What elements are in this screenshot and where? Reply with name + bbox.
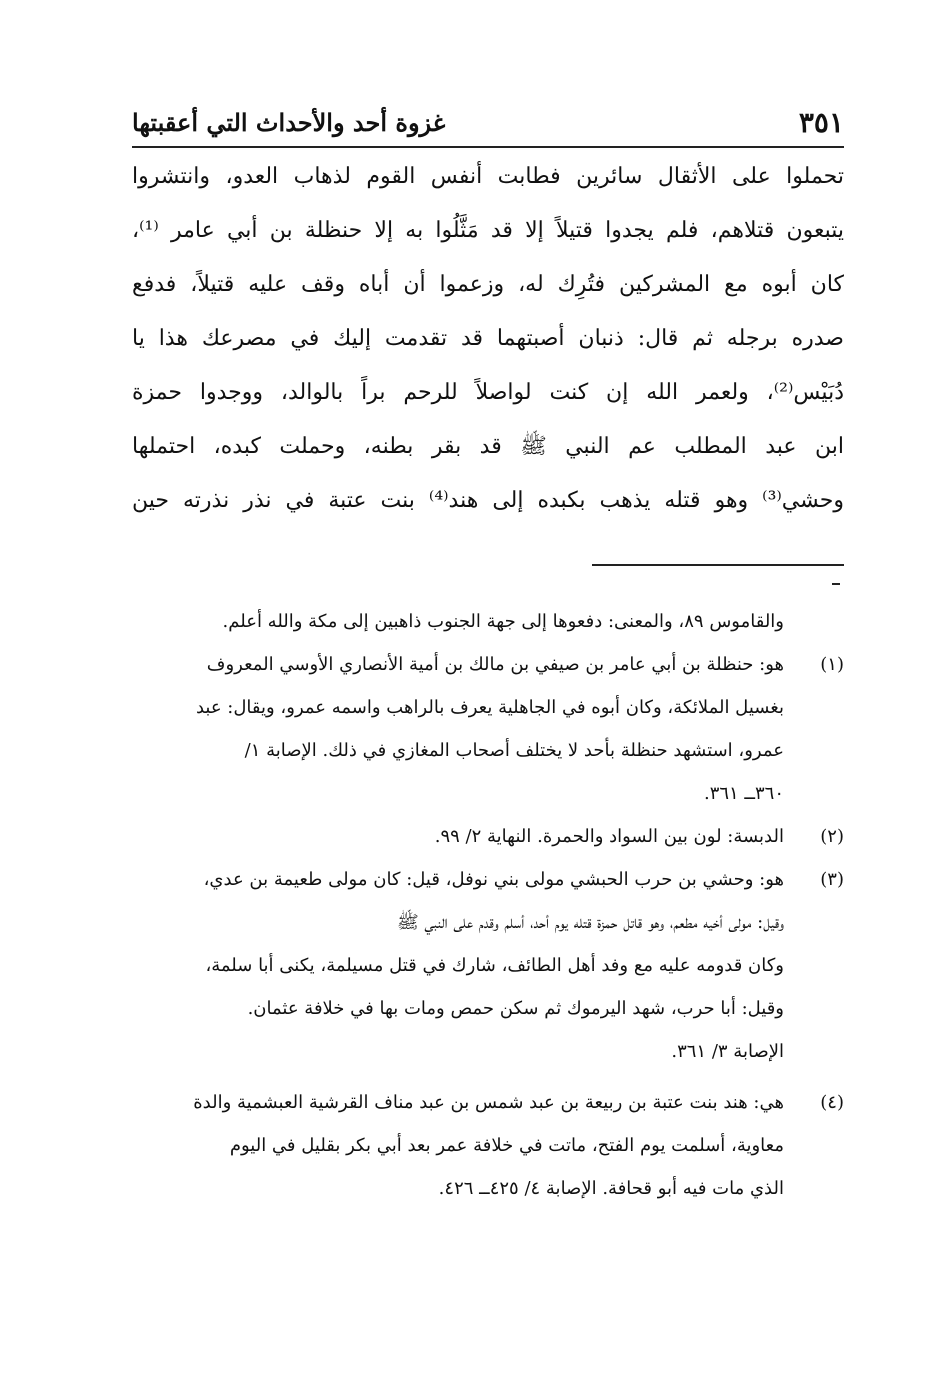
footnote-line: ٣٦٠ــ ٣٦١. <box>703 783 784 804</box>
body-line: تحملوا على الأثقال سائرين فطابت أنفس القوم لذهاب العدو، وانتشروا <box>132 164 844 189</box>
page-header <box>132 102 844 142</box>
footnote-1 <box>132 643 844 815</box>
footnote-line: هي: هند بنت عتبة بن ربيعة بن عبد شمس بن عبد مناف القرشية العبشمية والدة <box>193 1092 784 1113</box>
footnote-line: هو: حنظلة بن أبي عامر بن صيفي بن مالك بن أمية الأنصاري الأوسي المعروف <box>206 654 784 675</box>
body-line: ابن عبد المطلب عم النبي ﷺ قد بقر بطنه، وحملت كبده، احتملها <box>132 434 844 459</box>
footnote-continuation: والقاموس ٨٩، والمعنى: دفعوها إلى جهة الجنوب ذاهبين إلى مكة والله أعلم. <box>222 611 784 632</box>
footnote-line: بغسيل الملائكة، وكان أبوه في الجاهلية يعرف بالراهب واسمه عمرو، ويقال: عبد <box>195 697 784 718</box>
footnote-line: هو: وحشي بن حرب الحبشي مولى بني نوفل، قيل: كان مولى طعيمة بن عدي، <box>203 869 784 890</box>
body-line: صدره برجله ثم قال: ذنبان أصبتهما قد تقدمت إليك في مصرعك هذا يا <box>132 326 844 351</box>
body-line: يتبعون قتلاهم، فلم يجدوا قتيلاً إلا قد مَثَّلُوا به إلا حنظلة بن أبي عامر ⁽¹⁾، <box>132 218 844 243</box>
header-rule <box>132 146 844 148</box>
footnote-line: وقيل: أبا حرب، شهد اليرموك ثم سكن حمص ومات بها في خلافة عثمان. <box>247 998 784 1019</box>
footnote-3 <box>132 858 844 1073</box>
footnote-line: الذي مات فيه أبو قحافة. الإصابة ٤/ ٤٢٥ــ ٤٢٦. <box>438 1178 784 1199</box>
footnote-number: (١) <box>820 654 844 675</box>
footnote-line: عمرو، استشهد حنظلة بأحد لا يختلف أصحاب المغازي في ذلك. الإصابة ١/ <box>244 740 784 761</box>
body-line: وحشي⁽³⁾ وهو قتله يذهب بكبده إلى هند⁽⁴⁾ بنت عتبة في نذر نذرته حين <box>132 488 844 513</box>
footnote-4 <box>132 1081 844 1210</box>
footnote-number: (٢) <box>820 826 844 847</box>
footnote-dash <box>832 583 840 585</box>
running-title: غزوة أحد والأحداث التي أعقبتها <box>132 107 446 137</box>
footnotes <box>132 600 844 1210</box>
footnote-line: الدبسة: لون بين السواد والحمرة. النهاية ٢/ ٩٩. <box>434 826 784 847</box>
footnote-number: (٣) <box>820 869 844 890</box>
footnote-2 <box>132 815 844 858</box>
footnote-line: معاوية، أسلمت يوم الفتح، ماتت في خلافة عمر بعد أبي بكر بقليل في اليوم <box>229 1135 784 1156</box>
body-line: كان أبوه مع المشركين فتُرِك له، وزعموا أن أباه وقف عليه قتيلاً، فدفع <box>132 272 844 297</box>
main-text <box>132 150 844 528</box>
footnote-line: وكان قدومه عليه مع وفد أهل الطائف، شارك في قتل مسيلمة، يكنى أبا سلمة، <box>205 955 784 976</box>
footnote-line: الإصابة ٣/ ٣٦١. <box>671 1041 784 1062</box>
page-number: ٣٥١ <box>798 105 844 139</box>
footnote-number: (٤) <box>820 1092 844 1113</box>
footnote-separator <box>592 564 844 566</box>
body-line: دُبَيْس⁽²⁾، ولعمر الله إن كنت لواصلاً للرحم براً بالوالد، ووجدوا حمزة <box>132 380 844 405</box>
footnote-line: وقيل: مولى أخيه مطعم، وهو قاتل حمزة قتله يوم أحد، أسلم وقدم على النبي ﷺ <box>396 912 784 933</box>
